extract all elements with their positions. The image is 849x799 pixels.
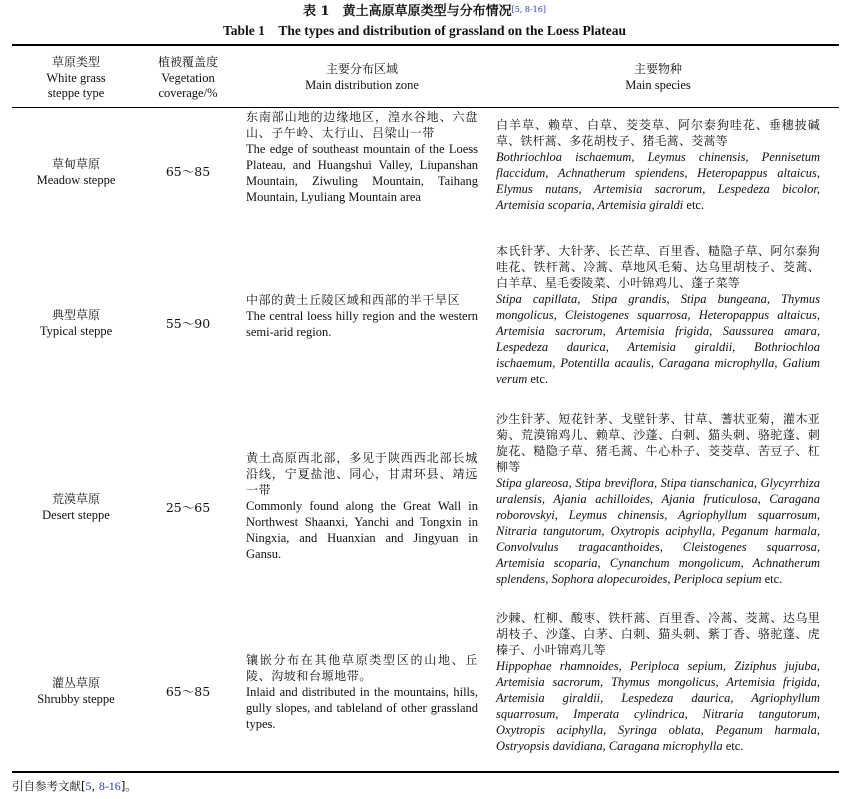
header-coverage-cn: 植被覆盖度	[157, 55, 218, 69]
table-top-rule	[12, 44, 839, 46]
table-footnote	[12, 779, 137, 794]
header-species-en: Main species	[625, 77, 691, 92]
row-desert-zone-cn: 黄土高原西北部，多见于陕西西北部长城沿线，宁夏盐池、同心，甘肃环县、靖远一带	[246, 451, 478, 497]
row-desert-species	[496, 411, 820, 587]
row-desert-zone	[246, 450, 478, 562]
header-zone-en: Main distribution zone	[305, 77, 419, 92]
row-meadow-coverage: 65～85	[165, 164, 211, 179]
row-typical-type-cn: 典型草原	[51, 308, 100, 322]
row-desert-type-en: Desert steppe	[42, 508, 110, 522]
row-shrubby-species-latin-names: Hippophae rhamnoides, Periploca sepium, Ziziphus jujuba, Artemisia sacrorum, Thymus mongolicus, Artemisia frigida, Artemisia giraldii, Lespedeza daurica, Agriophyllum squarrosum, Imperata cylindrica, Nitraria tangutorum, Oxytropis aciphylla, Syringa oblata, Peganum harmala, Ostryopsis davidiana, Caragana microphylla	[496, 659, 820, 753]
row-desert-type	[14, 491, 138, 523]
row-shrubby-species	[496, 610, 820, 754]
footnote-prefix: 引自参考文献[	[12, 779, 86, 793]
table-title-cn-text: 表 1 黄土高原草原类型与分布情况	[303, 4, 512, 19]
row-typical-species-etc: etc.	[527, 372, 549, 386]
header-zone	[246, 62, 478, 93]
row-meadow-species-cn: 白羊草、赖草、白草、茭茭草、阿尔泰狗哇花、垂穗披碱草、铁杆蒿、多花胡枝子、猪毛蒿、茭蒿等	[496, 118, 820, 148]
row-meadow-species	[496, 117, 820, 213]
row-typical-type	[14, 307, 138, 339]
row-typical-species-latin-names: Stipa capillata, Stipa grandis, Stipa bungeana, Thymus mongolicus, Cleistogenes squarrosa, Heteropappus altaicus, Artemisia sacrorum, Artemisia frigida, Saussurea amara, Lespedeza daurica, Artemisia giraldii, Bothriochloa ischaemum, Potentilla acaulis, Caragana microphylla, Galium verum	[496, 292, 820, 386]
row-meadow-species-etc: etc.	[683, 198, 705, 212]
header-species	[496, 62, 820, 93]
row-shrubby-zone-cn: 镶嵌分布在其他草原类型区的山地、丘陵、沟坡和台塬地带。	[246, 653, 478, 683]
row-meadow-species-latin-names: Bothriochloa ischaemum, Leymus chinensis, Pennisetum flaccidum, Achnatherum spiendens, Heteropappus altaicus, Elymus nutans, Artemisia sacrorum, Lespedeza bicolor, Artemisia scoparia, Artemisia giraldi	[496, 150, 820, 212]
row-meadow-zone-cn: 东南部山地的边缘地区，湟水谷地、六盘山、子午岭、太行山、吕梁山一带	[246, 110, 478, 140]
row-desert-coverage: 25～65	[165, 500, 211, 515]
row-typical-coverage: 55～90	[165, 316, 211, 331]
header-coverage-en: Vegetation coverage/%	[158, 70, 218, 100]
row-shrubby-zone	[246, 652, 478, 732]
row-typical-species-cn: 本氏针茅、大针茅、长芒草、百里香、糙隐子草、阿尔泰狗哇花、铁杆蒿、冷蒿、草地风毛菊、达乌里胡枝子、茭蒿、白羊草、星毛委陵菜、小叶锦鸡儿、蓬子菜等	[496, 244, 820, 290]
row-meadow-type	[14, 156, 138, 188]
row-typical-zone	[246, 292, 478, 340]
row-shrubby-type-cn: 灌丛草原	[51, 676, 100, 690]
row-typical-zone-en: The central loess hilly region and the western semi-arid region.	[246, 309, 478, 339]
header-type-cn: 草原类型	[51, 55, 100, 69]
row-shrubby-species-latin	[496, 658, 820, 754]
row-shrubby-coverage: 65～85	[165, 684, 211, 699]
row-desert-species-cn: 沙生针茅、短花针茅、戈壁针茅、甘草、蓍状亚菊，灌木亚菊、荒漠锦鸡儿、赖草、沙蓬、白刺、猫头刺、骆驼蓬、刺旋花、糙隐子草、猪毛蒿、牛心朴子、茭茭草、苦豆子、杠柳等	[496, 412, 820, 474]
table-title-cn	[0, 4, 849, 20]
row-typical-type-en: Typical steppe	[39, 324, 113, 338]
table-title-en: Table 1 The types and distribution of grassland on the Loess Plateau	[222, 23, 627, 38]
row-shrubby-type-en: Shrubby steppe	[37, 692, 115, 706]
header-bottom-rule	[12, 107, 839, 108]
row-meadow-species-latin	[496, 149, 820, 213]
row-typical-species-latin	[496, 291, 820, 387]
header-coverage	[138, 55, 238, 102]
footnote-separator: ,	[91, 779, 99, 793]
row-meadow-type-cn: 草甸草原	[51, 157, 100, 171]
footnote-suffix: ]。	[120, 779, 137, 793]
header-type-en: White grass steppe type	[46, 70, 106, 100]
table-bottom-rule	[12, 771, 839, 773]
row-typical-zone-cn: 中部的黄土丘陵区域和西部的半干旱区	[246, 293, 461, 307]
title-citation-link[interactable]: [5, 8-16]	[511, 5, 546, 14]
row-typical-species	[496, 243, 820, 387]
header-zone-cn: 主要分布区域	[325, 62, 398, 76]
row-meadow-zone	[246, 109, 478, 205]
row-desert-species-etc: etc.	[761, 572, 783, 586]
row-shrubby-zone-en: Inlaid and distributed in the mountains, hills, gully slopes, and tableland of other grassland types.	[246, 685, 478, 731]
row-desert-species-latin	[496, 475, 820, 587]
row-shrubby-species-etc: etc.	[722, 739, 744, 753]
footnote-ref-link-2[interactable]: 8-16	[98, 779, 121, 793]
row-desert-zone-en: Commonly found along the Great Wall in Northwest Shaanxi, Yanchi and Tongxin in Ningxia, and Huanxian and Jingyuan in Gansu.	[246, 499, 478, 561]
row-meadow-zone-en: The edge of southeast mountain of the Loess Plateau, and Huangshui Valley, Liupanshan Mountain, Ziwuling Mountain, Taihang Mountain, Lyuliang Mountain area	[246, 142, 478, 204]
header-type	[14, 55, 138, 102]
row-meadow-type-en: Meadow steppe	[36, 173, 116, 187]
footnote-ref-link-1[interactable]: 5	[85, 779, 92, 793]
row-shrubby-type	[14, 675, 138, 707]
header-species-cn: 主要物种	[633, 62, 682, 76]
row-desert-species-latin-names: Stipa glareosa, Stipa breviflora, Stipa tianschanica, Glycyrrhiza uralensis, Ajania achilloides, Ajania fruticulosa, Caragana roborovskyi, Leymus chinensis, Agriophyllum squarrosum, Nitraria tangutorum, Oxytropis aciphylla, Peganum harmala, Convolvulus tragacanthoides, Cleistogenes squarrosa, Artemisia scoparia, Cynanchum mongolicum, Achnatherum splendens, Sophora alopecuroides, Periploca sepium	[496, 476, 820, 586]
row-desert-type-cn: 荒漠草原	[51, 492, 100, 506]
row-shrubby-species-cn: 沙棘、杠柳、酸枣、铁杆蒿、百里香、冷蒿、茭蒿、达乌里胡枝子、沙蓬、白茅、白刺、猫头刺、紫丁香、骆驼蓬、虎榛子、小叶锦鸡儿等	[496, 611, 820, 657]
